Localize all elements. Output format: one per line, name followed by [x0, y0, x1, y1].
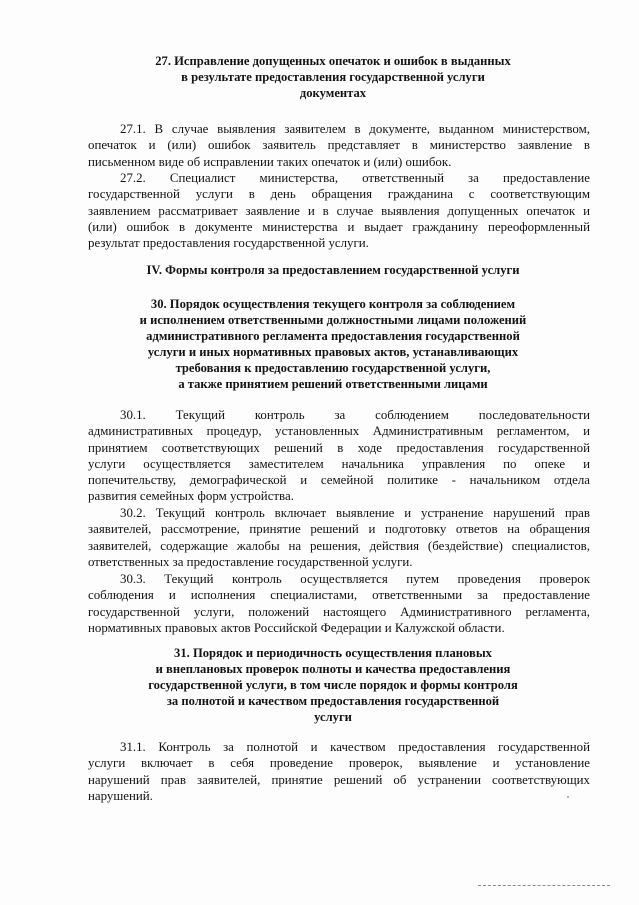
paragraph-line: 30.3. Текущий контроль осуществляется путем проведения проверок — [120, 572, 590, 586]
paragraph-27-1 — [88, 121, 590, 170]
paragraph-line: попечительству, демографической и семейной политике - начальником отдела — [88, 473, 590, 488]
scan-speck — [567, 796, 569, 798]
heading-line: 30. Порядок осуществления текущего контроля за соблюдением — [150, 297, 516, 311]
paragraph-30-1 — [88, 407, 590, 505]
chapter-4-heading — [88, 262, 578, 278]
section-31-heading — [88, 645, 578, 725]
paragraph-line: результат предоставления государственной услуги. — [88, 236, 369, 251]
heading-line: услуги — [314, 710, 352, 724]
paragraph-line: принятием соответствующих решений в ходе предоставления государственной — [88, 440, 590, 455]
paragraph-line: соблюдения и исполнения специалистами, ответственными за предоставление — [88, 588, 590, 603]
paragraph-line: ответственных за предоставление государственной услуги. — [88, 554, 413, 569]
paragraph-line: заявителей, содержащие жалобы на решения, действия (бездействие) специалистов, — [88, 538, 590, 553]
paragraph-line: письменном виде об исправлении таких опечаток и (или) ошибок. — [88, 154, 452, 169]
heading-line: услуги и иных нормативных правовых актов, устанавливающих — [147, 345, 519, 359]
heading-line: в результате предоставления государственной услуги — [181, 70, 485, 84]
paragraph-31-1 — [88, 739, 590, 804]
paragraph-line: нарушений. — [88, 788, 153, 803]
heading-line: за полнотой и качеством предоставления государственной — [166, 694, 500, 708]
paragraph-line: (или) ошибок в документе министерства и выдает гражданину переоформленный — [88, 219, 590, 234]
paragraph-line: услуги осуществляется заместителем начальника управления по опеке и — [88, 456, 590, 471]
paragraph-line: 31.1. Контроль за полнотой и качеством предоставления государственной — [120, 740, 590, 754]
paragraph-line: услуги включает в себя проведение проверок, выявление и установление — [88, 756, 590, 771]
paragraph-30-3 — [88, 571, 590, 636]
paragraph-line: государственной услуги в день обращения гражданина с соответствующим — [88, 187, 590, 202]
heading-line: 31. Порядок и периодичность осуществления плановых — [174, 646, 492, 660]
section-27-heading — [88, 53, 578, 101]
heading-line: государственной услуги, в том числе порядок и формы контроля — [148, 678, 518, 692]
paragraph-line: нарушений прав заявителей, принятие решений об устранении соответствующих — [88, 772, 590, 787]
heading-line: административного регламента предоставления государственной — [146, 329, 520, 343]
paragraph-line: административных процедур, установленных Административным регламентом, и — [88, 424, 590, 439]
scan-edge-line — [478, 885, 610, 886]
heading-line: требования к предоставлению государственной услуги, — [175, 361, 491, 375]
paragraph-27-2 — [88, 170, 590, 251]
paragraph-30-2 — [88, 505, 590, 570]
paragraph-line: заявлением рассматривает заявление и в случае выявления допущенных опечаток и — [88, 203, 590, 218]
heading-line: документах — [299, 86, 367, 100]
paragraph-line: 27.2. Специалист министерства, ответственный за предоставление — [120, 171, 590, 185]
paragraph-line: 30.1. Текущий контроль за соблюдением последовательности — [120, 408, 590, 422]
heading-line: IV. Формы контроля за предоставлением государственной услуги — [146, 263, 520, 277]
heading-line: 27. Исправление допущенных опечаток и ошибок в выданных — [155, 54, 511, 68]
paragraph-line: заявителей, рассмотрение, принятие решений и подготовку ответов на обращения — [88, 522, 590, 537]
heading-line: и исполнением ответственными должностными лицами положений — [139, 313, 527, 327]
paragraph-line: опечаток и (или) ошибок заявитель представляет в министерство заявление в — [88, 138, 590, 153]
heading-line: а также принятием решений ответственными лицами — [178, 377, 488, 391]
paragraph-line: развития семейных форм устройства. — [88, 489, 294, 504]
heading-line: и внеплановых проверок полноты и качества предоставления — [155, 662, 511, 676]
paragraph-line: 30.2. Текущий контроль включает выявление и устранение нарушений прав — [120, 506, 590, 520]
section-30-heading — [88, 296, 578, 392]
paragraph-line: государственной услуги, положений настоящего Административного регламента, — [88, 604, 590, 619]
paragraph-line: 27.1. В случае выявления заявителем в документе, выданном министерством, — [120, 122, 590, 136]
paragraph-line: нормативных правовых актов Российской Федерации и Калужской области. — [88, 620, 505, 635]
